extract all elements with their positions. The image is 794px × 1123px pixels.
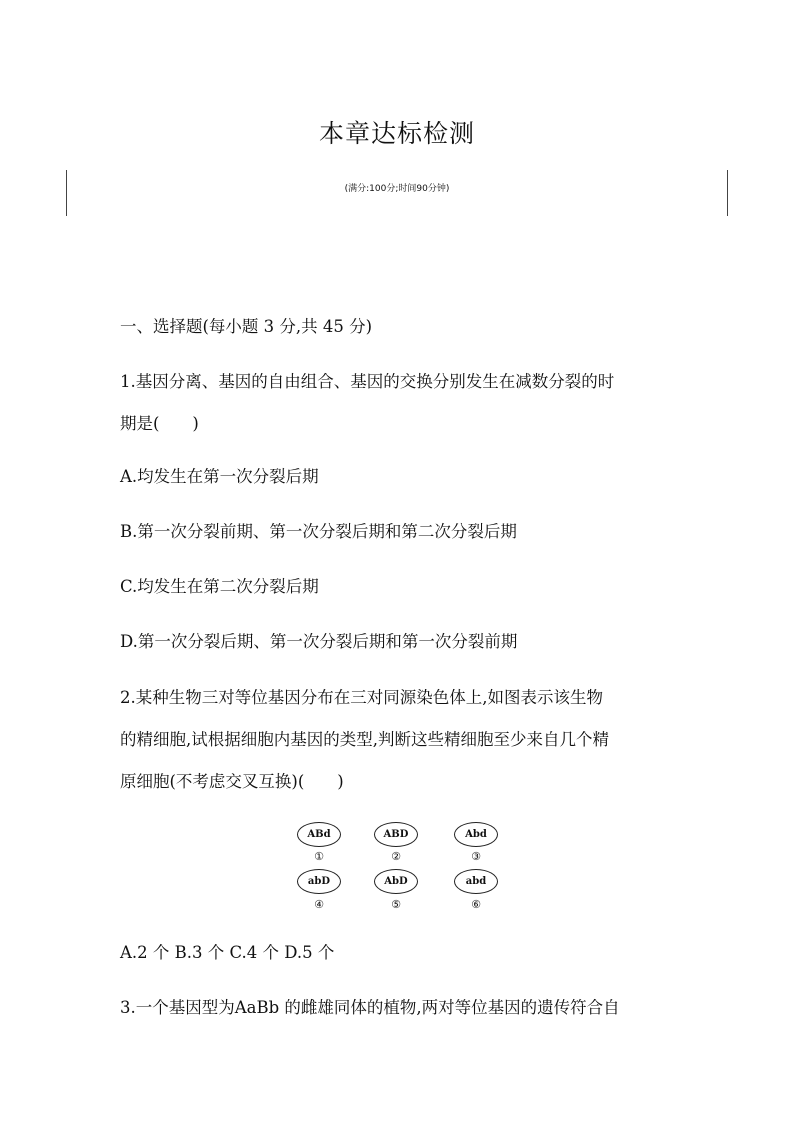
cell-4: abD: [297, 869, 341, 894]
cell-1: ABd: [297, 822, 341, 847]
cell-6-label: ⑥: [471, 898, 481, 911]
q1-option-c: C.均发生在第二次分裂后期: [120, 577, 319, 596]
q1-option-d: D.第一次分裂后期、第一次分裂后期和第一次分裂前期: [120, 632, 518, 651]
cell-3: Abd: [454, 822, 498, 847]
cell-4-label: ④: [314, 898, 324, 911]
q2-stem-line1: 2.某种生物三对等位基因分布在三对同源染色体上,如图表示该生物: [120, 688, 603, 707]
q1-stem-line2: 期是( ): [120, 414, 199, 433]
sperm-cell-diagram: [296, 820, 502, 916]
q2-stem-line3: 原细胞(不考虑交叉互换)( ): [120, 772, 344, 791]
cell-1-label: ①: [314, 850, 324, 863]
q1-stem-line1: 1.基因分离、基因的自由组合、基因的交换分别发生在减数分裂的时: [120, 372, 615, 391]
cell-2: ABD: [374, 822, 418, 847]
section-heading: 一、选择题(每小题 3 分,共 45 分): [120, 317, 373, 336]
cell-2-label: ②: [391, 850, 401, 863]
q3-stem-line1: 3.一个基因型为AaBb 的雌雄同体的植物,两对等位基因的遗传符合自: [120, 998, 620, 1017]
q2-stem-line2: 的精细胞,试根据细胞内基因的类型,判断这些精细胞至少来自几个精: [120, 730, 609, 749]
page-title: 本章达标检测: [318, 119, 475, 148]
exam-info: (满分:100分;时间90分钟): [344, 184, 450, 194]
cell-6: abd: [454, 869, 498, 894]
cell-5: AbD: [374, 869, 418, 894]
cell-5-label: ⑤: [391, 898, 401, 911]
cell-3-label: ③: [471, 850, 481, 863]
q2-options: A.2 个 B.3 个 C.4 个 D.5 个: [120, 943, 335, 962]
q1-option-b: B.第一次分裂前期、第一次分裂后期和第二次分裂后期: [120, 522, 517, 541]
q1-option-a: A.均发生在第一次分裂后期: [120, 467, 319, 486]
